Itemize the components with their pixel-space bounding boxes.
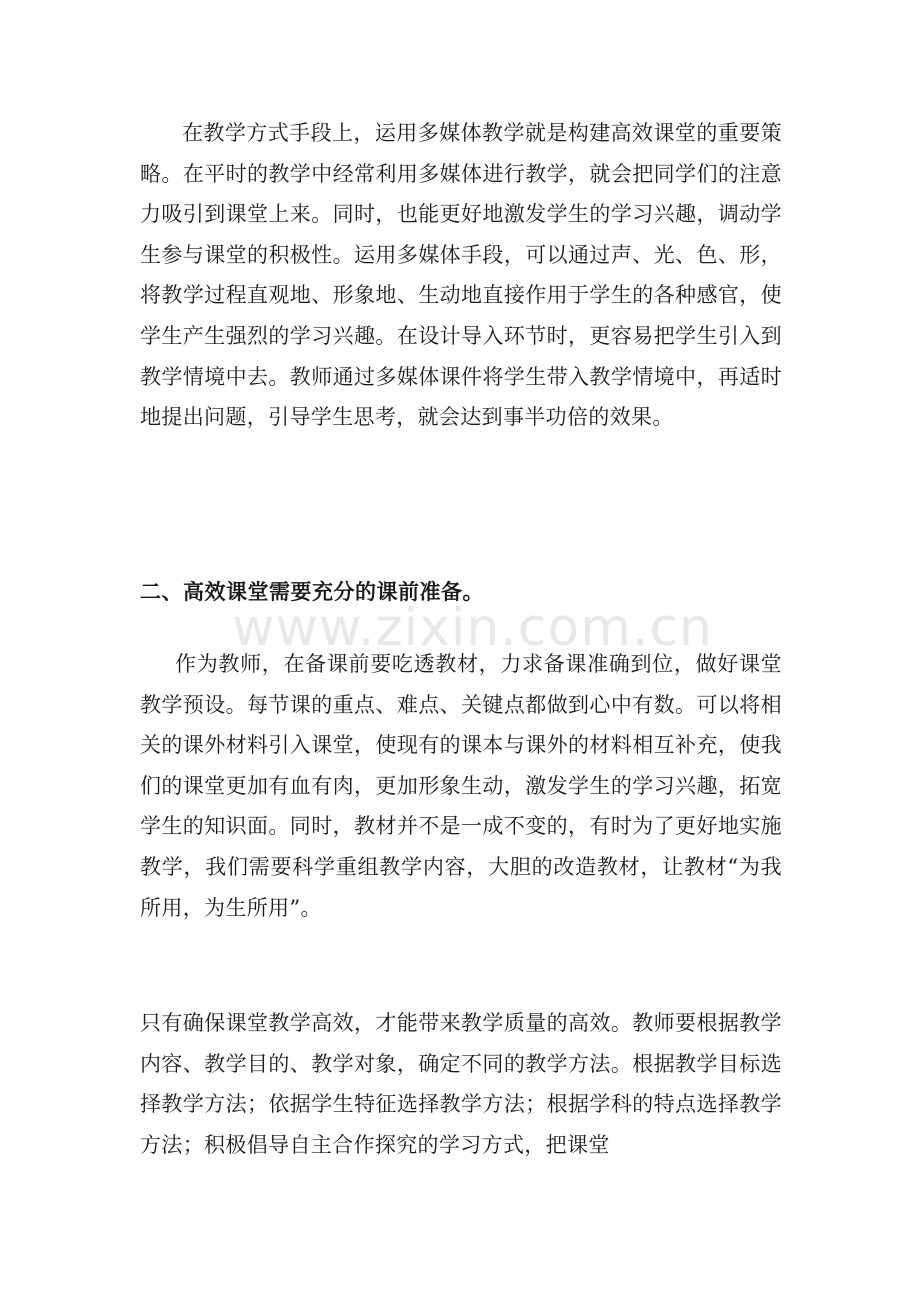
paragraph-lesson-prep: 作为教师，在备课前要吃透教材，力求备课准确到位，做好课堂教学预设。每节课的重点、难点、关键点都做到心中有数。可以将相关的课外材料引入课堂，使现有的课本与课外的材料相互补充，使我们的课堂更加有血有肉，更加形象生动，激发学生的学习兴趣，拓宽学生的知识面。同时，教材并不是一成不变的，有时为了更好地实施教学，我们需要科学重组教学内容，大胆的改造教材，让教材“为我所用，为生所用”。 [140, 652, 782, 920]
section-heading-2: 二、高效课堂需要充分的课前准备。 [140, 580, 484, 604]
paragraph-teaching-methods: 只有确保课堂教学高效，才能带来教学质量的高效。教师要根据教学内容、教学目的、教学对象，确定不同的教学方法。根据教学目标选择教学方法；依据学生特征选择教学方法；根据学科的特点选择教学方法；积极倡导自主合作探究的学习方式，把课堂 [140, 1011, 782, 1157]
paragraph-multimedia: 在教学方式手段上，运用多媒体教学就是构建高效课堂的重要策略。在平时的教学中经常利用多媒体进行教学，就会把同学们的注意力吸引到课堂上来。同时，也能更好地激发学生的学习兴趣，调动学生参与课堂的积极性。运用多媒体手段，可以通过声、光、色、形，将教学过程直观地、形象地、生动地直接作用于学生的各种感官，使学生产生强烈的学习兴趣。在设计导入环节时，更容易把学生引入到教学情境中去。教师通过多媒体课件将学生带入教学情境中，再适时地提出问题，引导学生思考，就会达到事半功倍的效果。 [140, 121, 782, 430]
watermark: www.zixin.com.cn [232, 598, 713, 658]
